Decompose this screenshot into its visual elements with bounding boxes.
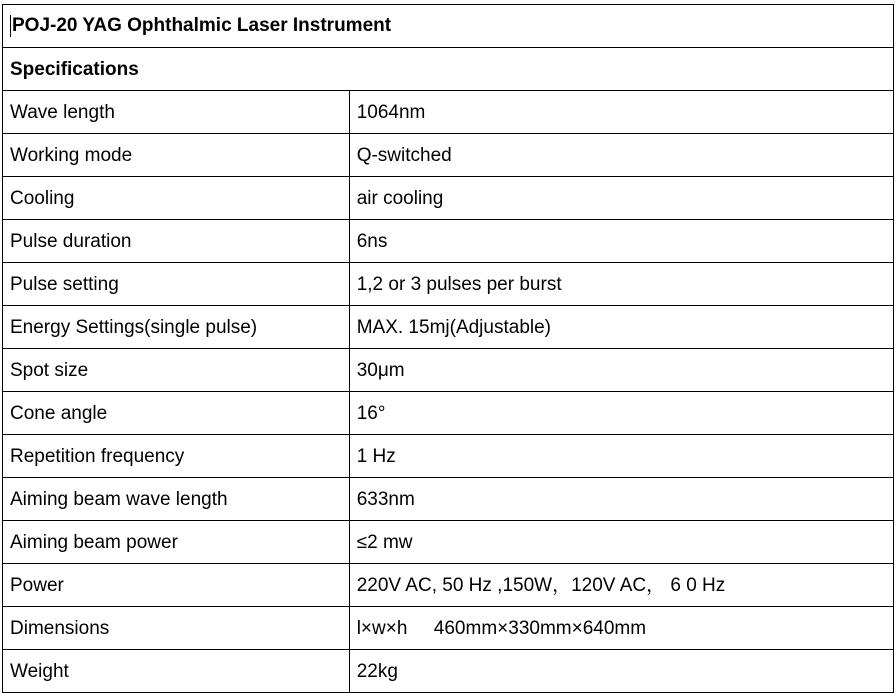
spec-value: 16°	[349, 392, 893, 435]
spec-row-power	[3, 564, 894, 607]
spec-row-energy-settings	[3, 306, 894, 349]
spec-value: Q-switched	[349, 134, 893, 177]
spec-label: Repetition frequency	[3, 435, 350, 478]
spec-label: Wave length	[3, 91, 350, 134]
spec-table	[2, 4, 894, 693]
document-title-cell	[3, 5, 894, 48]
spec-row-working-mode	[3, 134, 894, 177]
spec-label: Pulse setting	[3, 263, 350, 306]
spec-value: 30μm	[349, 349, 893, 392]
spec-label: Power	[3, 564, 350, 607]
spec-row-weight	[3, 650, 894, 693]
spec-value: MAX. 15mj(Adjustable)	[349, 306, 893, 349]
spec-table-body	[3, 5, 894, 693]
spec-value: air cooling	[349, 177, 893, 220]
spec-value: 1 Hz	[349, 435, 893, 478]
spec-value: l×w×h 460mm×330mm×640mm	[349, 607, 893, 650]
spec-label: Cooling	[3, 177, 350, 220]
section-heading: Specifications	[3, 48, 894, 91]
spec-row-repetition-frequency	[3, 435, 894, 478]
spec-value: 220V AC, 50 Hz ,150W，120V AC， 6 0 Hz	[349, 564, 893, 607]
spec-value: 633nm	[349, 478, 893, 521]
spec-row-aiming-beam-power	[3, 521, 894, 564]
spec-row-cone-angle	[3, 392, 894, 435]
spec-value: 6ns	[349, 220, 893, 263]
section-row	[3, 48, 894, 91]
spec-label: Working mode	[3, 134, 350, 177]
text-cursor	[10, 15, 11, 37]
spec-label: Dimensions	[3, 607, 350, 650]
spec-row-pulse-duration	[3, 220, 894, 263]
document-title: POJ-20 YAG Ophthalmic Laser Instrument	[12, 15, 392, 37]
spec-row-pulse-setting	[3, 263, 894, 306]
spec-label: Energy Settings(single pulse)	[3, 306, 350, 349]
spec-label: Cone angle	[3, 392, 350, 435]
spec-label: Weight	[3, 650, 350, 693]
spec-row-spot-size	[3, 349, 894, 392]
spec-label: Aiming beam power	[3, 521, 350, 564]
spec-value: ≤2 mw	[349, 521, 893, 564]
spec-value: 22kg	[349, 650, 893, 693]
spec-row-cooling	[3, 177, 894, 220]
spec-row-dimensions	[3, 607, 894, 650]
spec-label: Aiming beam wave length	[3, 478, 350, 521]
spec-value: 1064nm	[349, 91, 893, 134]
spec-label: Pulse duration	[3, 220, 350, 263]
spec-row-wave-length	[3, 91, 894, 134]
title-row	[3, 5, 894, 48]
spec-row-aiming-beam-wave-length	[3, 478, 894, 521]
spec-value: 1,2 or 3 pulses per burst	[349, 263, 893, 306]
spec-label: Spot size	[3, 349, 350, 392]
